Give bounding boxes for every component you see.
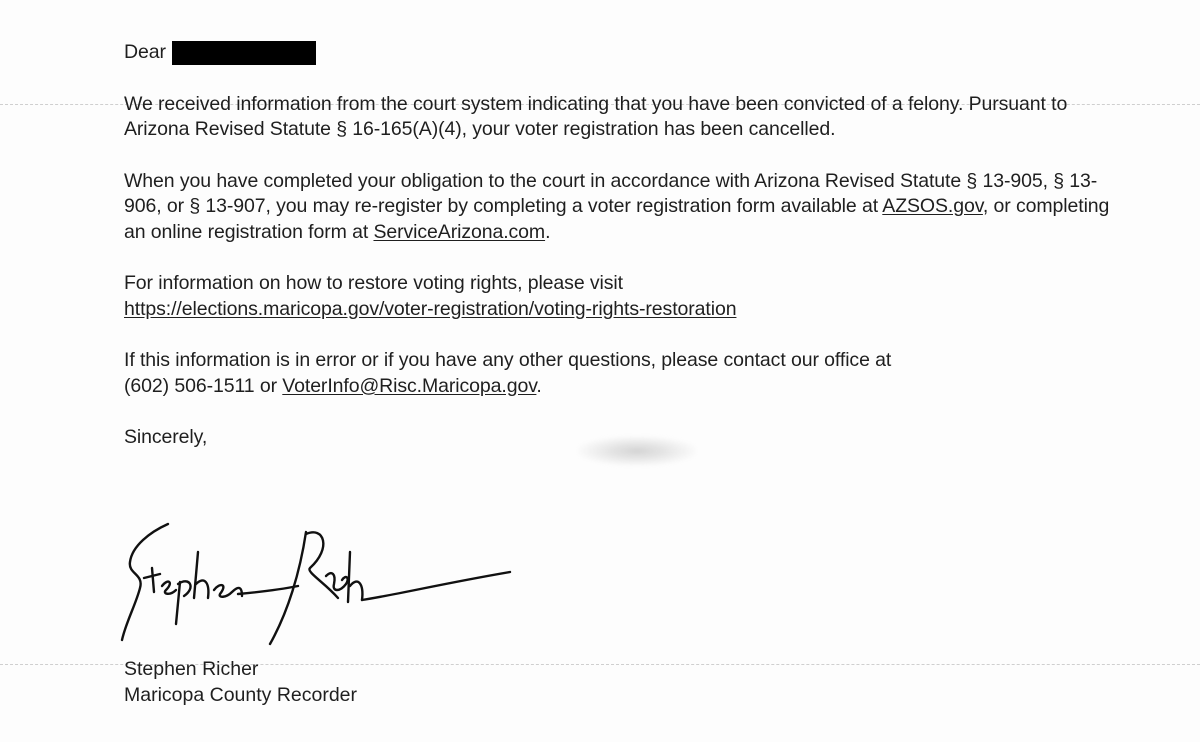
contact-email-link[interactable]: VoterInfo@Risc.Maricopa.gov <box>282 374 537 397</box>
contact-text: If this information is in error or if you have any other questions, please contact our office at <box>124 349 892 371</box>
closing: Sincerely, <box>124 426 208 448</box>
signature-block <box>124 656 357 708</box>
restore-rights-text: For information on how to restore voting rights, please visit <box>124 272 623 294</box>
reregister-text: When you have completed your obligation to the court in accordance with Arizona Revised Statute § 13-905, § 13-906, or § 13-907, you may re-register by completing a voter registration form available at <box>124 169 1098 217</box>
restoration-url-link[interactable]: https://elections.maricopa.gov/voter-registration/voting-rights-restoration <box>124 297 737 320</box>
reregister-mid-text: , or completing an online registration form at <box>124 195 1110 243</box>
reregister-end: . <box>545 220 551 243</box>
salutation-line <box>124 40 1134 66</box>
paragraph-contact <box>124 348 1134 399</box>
servicearizona-link[interactable]: ServiceArizona.com <box>373 220 546 243</box>
azsos-link[interactable]: AZSOS.gov <box>882 195 983 217</box>
salutation: Dear <box>124 41 166 63</box>
redacted-recipient-name <box>172 41 316 65</box>
contact-phone: (602) 506-1511 or <box>124 374 277 397</box>
letter-body <box>124 40 1134 451</box>
handwritten-signature <box>110 512 530 662</box>
signer-title: Maricopa County Recorder <box>124 684 358 706</box>
paragraph-restore-rights <box>124 271 1134 322</box>
paragraph-reregister <box>124 169 1134 246</box>
faded-stamp-smudge <box>578 436 696 466</box>
contact-end: . <box>536 374 542 397</box>
signer-name: Stephen Richer <box>124 658 259 680</box>
paragraph-cancellation-notice: We received information from the court system indicating that you have been convicted of a felony. Pursuant to Arizona Revised Statute § 16-165(A)(4), your voter registration has been cancelled. <box>124 92 1068 140</box>
